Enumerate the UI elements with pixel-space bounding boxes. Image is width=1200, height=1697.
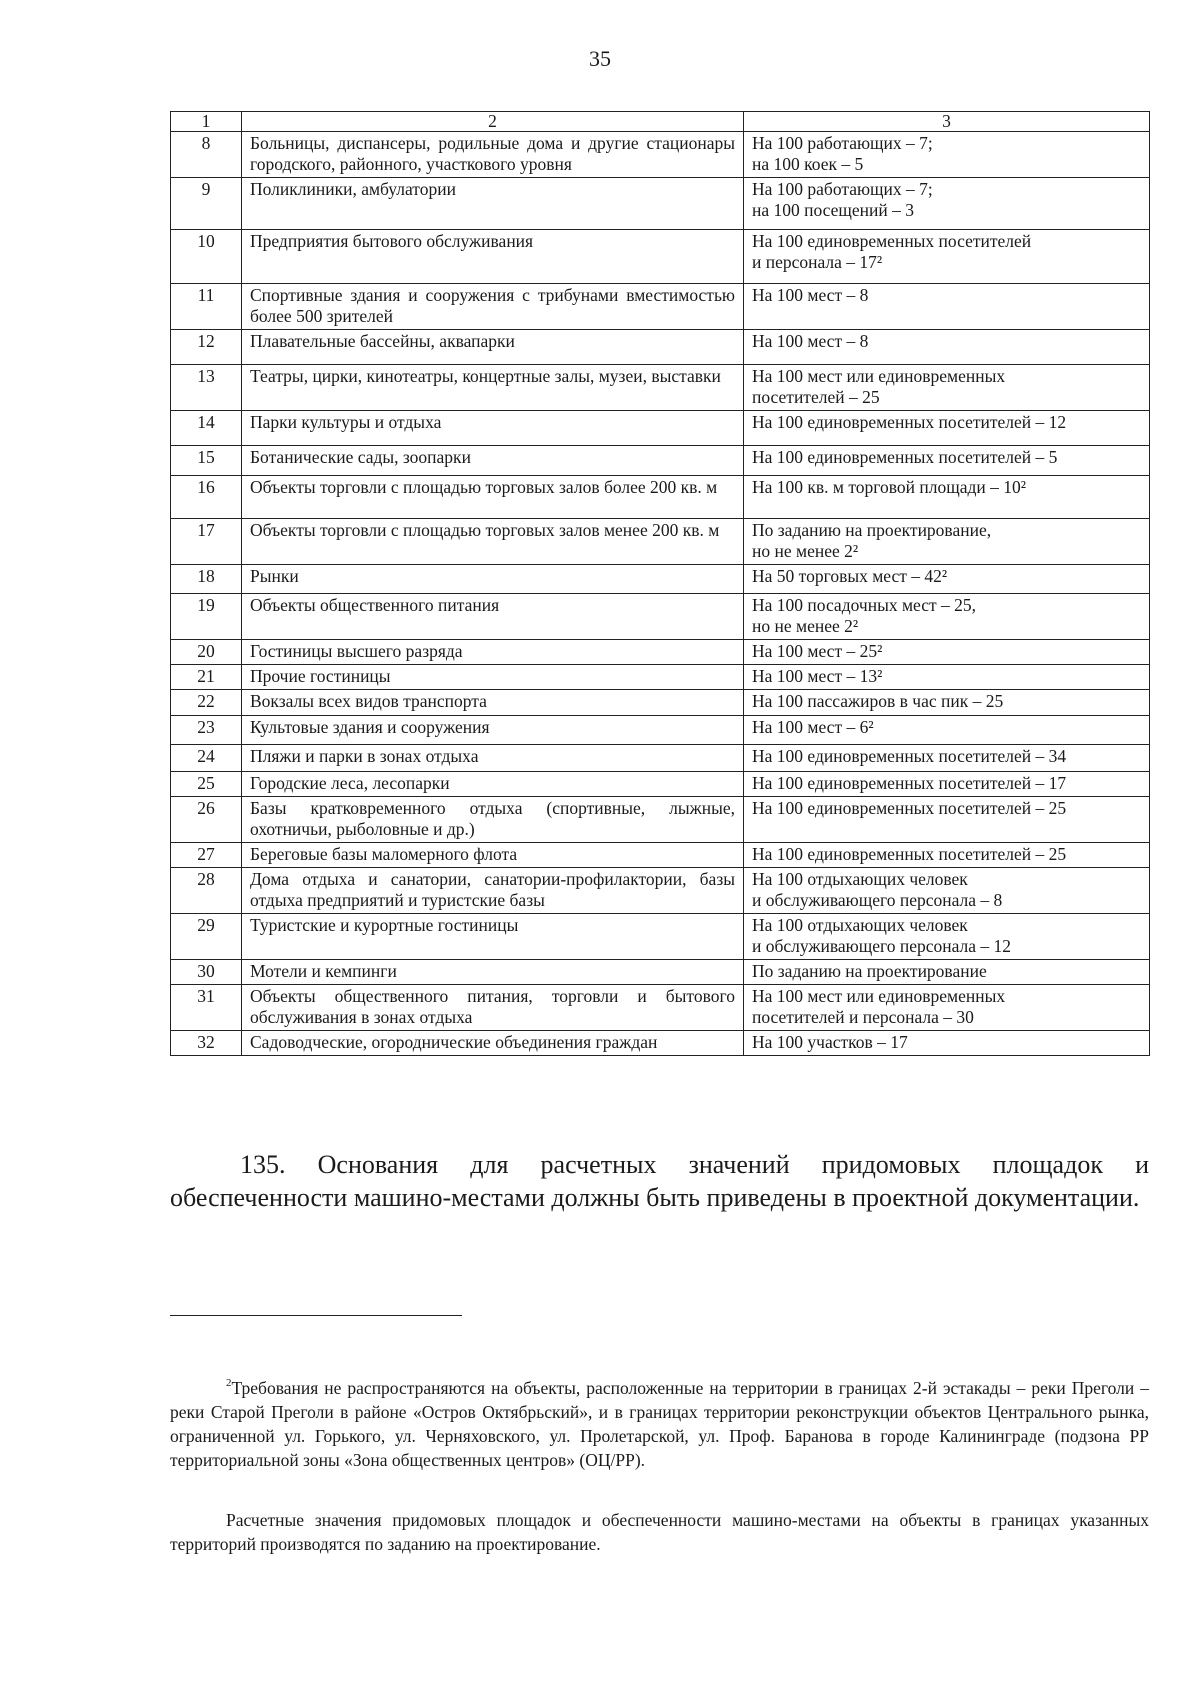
row-norm-value: На 100 мест или единовременных посетителей и персонала – 30 <box>744 985 1150 1031</box>
paragraph-135: 135. Основания для расчетных значений придомовых площадок и обеспеченности машино-местами должны быть приведены в проектной документации. <box>170 1150 1149 1212</box>
table-row <box>171 665 1150 690</box>
row-object-name: Прочие гостиницы <box>242 665 744 690</box>
row-number: 23 <box>171 716 242 745</box>
row-number: 21 <box>171 665 242 690</box>
parking-norms-table <box>170 111 1150 1056</box>
footnote-text <box>170 1376 1149 1472</box>
table-row <box>171 411 1150 446</box>
row-number: 32 <box>171 1031 242 1056</box>
row-object-name: Мотели и кемпинги <box>242 960 744 985</box>
table-row <box>171 868 1150 914</box>
column-header-object: 2 <box>242 112 744 132</box>
row-object-name: Поликлиники, амбулатории <box>242 178 744 230</box>
row-number: 31 <box>171 985 242 1031</box>
column-header-norm: 3 <box>744 112 1150 132</box>
row-number: 8 <box>171 132 242 178</box>
row-number: 14 <box>171 411 242 446</box>
table-row <box>171 690 1150 716</box>
row-object-name: Вокзалы всех видов транспорта <box>242 690 744 716</box>
row-object-name: Больницы, диспансеры, родильные дома и другие стационары городского, районного, участкового уровня <box>242 132 744 178</box>
row-norm-value: На 100 мест или единовременных посетителей – 25 <box>744 365 1150 411</box>
row-number: 19 <box>171 594 242 640</box>
row-object-name: Пляжи и парки в зонах отдыха <box>242 745 744 772</box>
row-object-name: Ботанические сады, зоопарки <box>242 446 744 476</box>
table-row <box>171 446 1150 476</box>
row-number: 24 <box>171 745 242 772</box>
table-row <box>171 797 1150 843</box>
row-number: 10 <box>171 230 242 284</box>
row-object-name: Театры, цирки, кинотеатры, концертные залы, музеи, выставки <box>242 365 744 411</box>
row-object-name: Спортивные здания и сооружения с трибунами вместимостью более 500 зрителей <box>242 284 744 330</box>
row-norm-value: На 100 участков – 17 <box>744 1031 1150 1056</box>
row-norm-value: На 100 кв. м торговой площади – 10² <box>744 476 1150 519</box>
row-number: 29 <box>171 914 242 960</box>
row-norm-value: На 50 торговых мест – 42² <box>744 565 1150 594</box>
table-row <box>171 284 1150 330</box>
row-number: 13 <box>171 365 242 411</box>
row-norm-value: На 100 единовременных посетителей – 17 <box>744 772 1150 797</box>
table-row <box>171 519 1150 565</box>
table-row <box>171 178 1150 230</box>
footnote-separator <box>170 1315 462 1316</box>
table-row <box>171 985 1150 1031</box>
table-row <box>171 745 1150 772</box>
table-row <box>171 772 1150 797</box>
row-number: 25 <box>171 772 242 797</box>
column-header-number: 1 <box>171 112 242 132</box>
row-number: 22 <box>171 690 242 716</box>
row-object-name: Плавательные бассейны, аквапарки <box>242 330 744 365</box>
table-row <box>171 1031 1150 1056</box>
footnote-marker: 2 <box>226 1377 232 1390</box>
row-norm-value: На 100 единовременных посетителей – 12 <box>744 411 1150 446</box>
table-row <box>171 365 1150 411</box>
footnote-text-2: Расчетные значения придомовых площадок и обеспеченности машино-местами на объекты в границах указанных территорий производятся по заданию на проектирование. <box>170 1510 1149 1554</box>
row-object-name: Базы кратковременного отдыха (спортивные, лыжные, охотничьи, рыболовные и др.) <box>242 797 744 843</box>
row-norm-value: На 100 мест – 13² <box>744 665 1150 690</box>
row-norm-value: По заданию на проектирование <box>744 960 1150 985</box>
row-number: 18 <box>171 565 242 594</box>
row-norm-value: На 100 отдыхающих человек и обслуживающего персонала – 8 <box>744 868 1150 914</box>
row-object-name: Парки культуры и отдыха <box>242 411 744 446</box>
row-number: 12 <box>171 330 242 365</box>
table-row <box>171 960 1150 985</box>
row-number: 20 <box>171 640 242 665</box>
table-row <box>171 565 1150 594</box>
row-object-name: Культовые здания и сооружения <box>242 716 744 745</box>
row-number: 11 <box>171 284 242 330</box>
table-row <box>171 132 1150 178</box>
row-norm-value: На 100 пассажиров в час пик – 25 <box>744 690 1150 716</box>
row-number: 15 <box>171 446 242 476</box>
row-number: 27 <box>171 843 242 868</box>
row-norm-value: На 100 посадочных мест – 25, но не менее 2² <box>744 594 1150 640</box>
row-object-name: Гостиницы высшего разряда <box>242 640 744 665</box>
table-row <box>171 330 1150 365</box>
table-row <box>171 476 1150 519</box>
table-row <box>171 594 1150 640</box>
row-norm-value: На 100 работающих – 7; на 100 коек – 5 <box>744 132 1150 178</box>
row-norm-value: На 100 единовременных посетителей – 34 <box>744 745 1150 772</box>
table-row <box>171 716 1150 745</box>
row-object-name: Объекты торговли с площадью торговых залов более 200 кв. м <box>242 476 744 519</box>
row-norm-value: По заданию на проектирование, но не менее 2² <box>744 519 1150 565</box>
table-row <box>171 843 1150 868</box>
row-object-name: Объекты общественного питания <box>242 594 744 640</box>
row-norm-value: На 100 мест – 6² <box>744 716 1150 745</box>
row-norm-value: На 100 мест – 25² <box>744 640 1150 665</box>
row-norm-value: На 100 единовременных посетителей – 25 <box>744 797 1150 843</box>
row-number: 26 <box>171 797 242 843</box>
row-norm-value: На 100 работающих – 7; на 100 посещений – 3 <box>744 178 1150 230</box>
row-norm-value: На 100 мест – 8 <box>744 284 1150 330</box>
row-object-name: Объекты общественного питания, торговли и бытового обслуживания в зонах отдыха <box>242 985 744 1031</box>
table-row <box>171 230 1150 284</box>
row-number: 17 <box>171 519 242 565</box>
row-number: 30 <box>171 960 242 985</box>
row-norm-value: На 100 единовременных посетителей и персонала – 17² <box>744 230 1150 284</box>
table-header-row <box>171 112 1150 132</box>
row-object-name: Береговые базы маломерного флота <box>242 843 744 868</box>
table-row <box>171 914 1150 960</box>
row-number: 9 <box>171 178 242 230</box>
row-norm-value: На 100 единовременных посетителей – 25 <box>744 843 1150 868</box>
row-norm-value: На 100 отдыхающих человек и обслуживающего персонала – 12 <box>744 914 1150 960</box>
footnote-text-1: Требования не распространяются на объекты, расположенные на территории в границах 2-й эстакады – реки Преголи – реки Старой Преголи в районе «Остров Октябрьский», и в границах территории реконструкции объектов Центрального рынка, ограниченной ул. Горького, ул. Черняховского, ул. Пролетарской, ул. Проф. Баранова в городе Калининграде (подзона РР территориальной зоны «Зона общественных центров» (ОЦ/РР). <box>170 1378 1149 1470</box>
page-number: 35 <box>589 46 611 71</box>
row-object-name: Предприятия бытового обслуживания <box>242 230 744 284</box>
row-object-name: Рынки <box>242 565 744 594</box>
row-number: 16 <box>171 476 242 519</box>
row-number: 28 <box>171 868 242 914</box>
row-object-name: Садоводческие, огороднические объединения граждан <box>242 1031 744 1056</box>
row-norm-value: На 100 мест – 8 <box>744 330 1150 365</box>
table-row <box>171 640 1150 665</box>
row-object-name: Объекты торговли с площадью торговых залов менее 200 кв. м <box>242 519 744 565</box>
row-norm-value: На 100 единовременных посетителей – 5 <box>744 446 1150 476</box>
row-object-name: Дома отдыха и санатории, санатории-профилактории, базы отдыха предприятий и туристские базы <box>242 868 744 914</box>
row-object-name: Городские леса, лесопарки <box>242 772 744 797</box>
row-object-name: Туристские и курортные гостиницы <box>242 914 744 960</box>
